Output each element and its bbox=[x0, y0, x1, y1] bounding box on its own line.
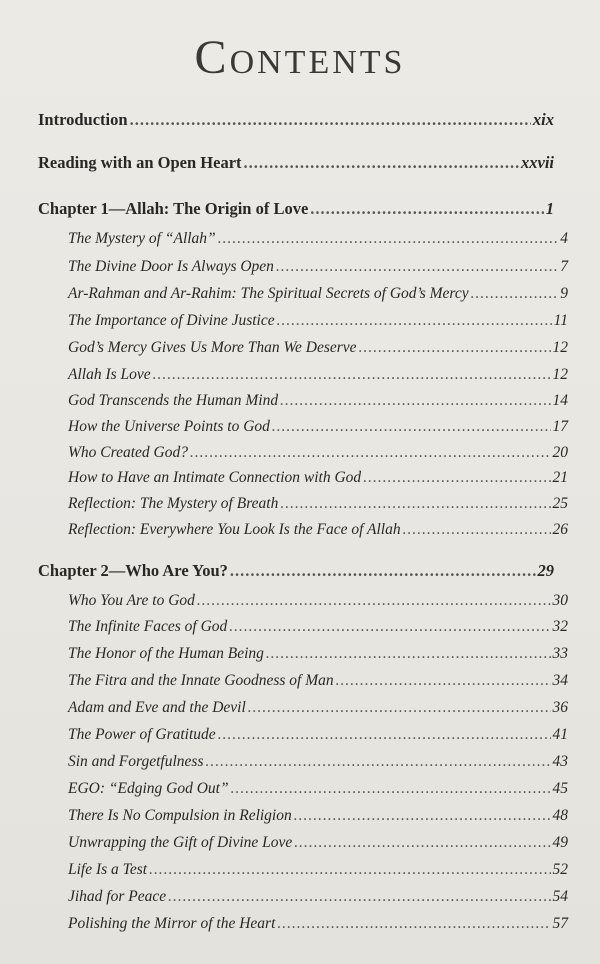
dot-leader bbox=[471, 284, 559, 304]
toc-page-number: 49 bbox=[552, 834, 568, 851]
dot-leader bbox=[363, 468, 550, 488]
toc-entry-label: EGO: “Edging God Out” bbox=[68, 780, 229, 797]
toc-page-number: 12 bbox=[552, 366, 568, 383]
toc-section-entry bbox=[68, 520, 568, 540]
dot-leader bbox=[272, 417, 551, 437]
toc-page-number: 9 bbox=[560, 285, 568, 302]
toc-section-entry bbox=[68, 417, 568, 437]
dot-leader bbox=[205, 752, 550, 772]
dot-leader bbox=[197, 591, 551, 611]
toc-page-number: xix bbox=[532, 110, 554, 129]
toc-entry-label: Introduction bbox=[38, 110, 128, 129]
toc-section-entry bbox=[68, 887, 568, 907]
toc-page-number: 7 bbox=[560, 258, 568, 275]
toc-entry-label: Chapter 1—Allah: The Origin of Love bbox=[38, 199, 309, 218]
toc-page-number: 1 bbox=[545, 199, 554, 218]
toc-entry-label: The Mystery of “Allah” bbox=[68, 230, 216, 247]
toc-page-number: 36 bbox=[552, 699, 568, 716]
toc-page-number: 30 bbox=[552, 592, 568, 609]
dot-leader bbox=[280, 494, 550, 514]
toc-page-number: 43 bbox=[552, 753, 568, 770]
toc-page-number: 45 bbox=[552, 780, 568, 797]
toc-entry-label: There Is No Compulsion in Religion bbox=[68, 807, 292, 824]
dot-leader bbox=[266, 644, 551, 664]
toc-page-number: 29 bbox=[537, 561, 554, 580]
dot-leader bbox=[248, 698, 551, 718]
dot-leader bbox=[277, 914, 550, 934]
toc-page-number: 41 bbox=[552, 726, 568, 743]
toc-chapter-entry bbox=[38, 153, 554, 173]
dot-leader bbox=[218, 725, 551, 745]
toc-section-entry bbox=[68, 468, 568, 488]
toc-section-entry bbox=[68, 833, 568, 853]
toc-entry-label: The Infinite Faces of God bbox=[68, 618, 228, 635]
toc-page-number: 11 bbox=[553, 312, 568, 329]
dot-leader bbox=[276, 257, 558, 277]
toc-entry-label: The Power of Gratitude bbox=[68, 726, 216, 743]
toc-page-number: 17 bbox=[552, 418, 568, 435]
toc-page-number: 21 bbox=[552, 469, 568, 486]
dot-leader bbox=[130, 110, 531, 130]
dot-leader bbox=[336, 671, 551, 691]
dot-leader bbox=[294, 833, 550, 853]
toc-section-entry bbox=[68, 338, 568, 358]
dot-leader bbox=[244, 153, 519, 173]
toc-page-number: 14 bbox=[552, 392, 568, 409]
dot-leader bbox=[280, 391, 550, 411]
dot-leader bbox=[294, 806, 551, 826]
toc-page-number: 33 bbox=[552, 645, 568, 662]
toc-entry-label: The Honor of the Human Being bbox=[68, 645, 264, 662]
toc-page-number: 54 bbox=[552, 888, 568, 905]
dot-leader bbox=[153, 365, 551, 385]
toc-entry-label: Chapter 2—Who Are You? bbox=[38, 561, 228, 580]
toc-section-entry bbox=[68, 860, 568, 880]
toc-section-entry bbox=[68, 391, 568, 411]
dot-leader bbox=[149, 860, 550, 880]
dot-leader bbox=[403, 520, 551, 540]
toc-entry-label: Reflection: Everywhere You Look Is the Face of Allah bbox=[68, 521, 401, 538]
toc-entry-label: Life Is a Test bbox=[68, 861, 148, 878]
toc-section-entry bbox=[68, 591, 568, 611]
toc-entry-label: God Transcends the Human Mind bbox=[68, 392, 279, 409]
toc-entry-label: Ar-Rahman and Ar-Rahim: The Spiritual Secrets of God’s Mercy bbox=[68, 285, 469, 302]
dot-leader bbox=[230, 561, 536, 581]
toc-entry-label: Reading with an Open Heart bbox=[38, 153, 242, 172]
toc-entry-label: Jihad for Peace bbox=[68, 888, 167, 905]
toc-entry-label: The Importance of Divine Justice bbox=[68, 312, 275, 329]
toc-section-entry bbox=[68, 806, 568, 826]
toc-page-number: 32 bbox=[552, 618, 568, 635]
toc-section-entry bbox=[68, 617, 568, 637]
toc-chapter-entry bbox=[38, 110, 554, 130]
toc-section-entry bbox=[68, 494, 568, 514]
toc-entry-label: The Divine Door Is Always Open bbox=[68, 258, 274, 275]
toc-entry-label: Who You Are to God bbox=[68, 592, 195, 609]
toc-section-entry bbox=[68, 725, 568, 745]
toc-entry-label: Reflection: The Mystery of Breath bbox=[68, 495, 279, 512]
toc-page-number: 52 bbox=[552, 861, 568, 878]
toc-page-number: 34 bbox=[552, 672, 568, 689]
toc-page-number: 57 bbox=[552, 915, 568, 932]
dot-leader bbox=[277, 311, 552, 331]
toc-page-number: 26 bbox=[552, 521, 568, 538]
toc-entry-label: How the Universe Points to God bbox=[68, 418, 270, 435]
toc-page-number: 4 bbox=[560, 230, 568, 247]
toc-entry-label: Sin and Forgetfulness bbox=[68, 753, 204, 770]
toc-section-entry bbox=[68, 698, 568, 718]
toc-entry-label: The Fitra and the Innate Goodness of Man bbox=[68, 672, 334, 689]
dot-leader bbox=[168, 887, 550, 907]
toc-section-entry bbox=[68, 671, 568, 691]
toc-section-entry bbox=[68, 284, 568, 304]
toc-entry-label: How to Have an Intimate Connection with God bbox=[68, 469, 362, 486]
dot-leader bbox=[229, 617, 550, 637]
toc-section-entry bbox=[68, 779, 568, 799]
toc-section-entry bbox=[68, 365, 568, 385]
toc-page-number: 12 bbox=[552, 339, 568, 356]
toc-section-entry bbox=[68, 443, 568, 463]
toc-entry-label: Unwrapping the Gift of Divine Love bbox=[68, 834, 293, 851]
toc-entry-label: Allah Is Love bbox=[68, 366, 151, 383]
dot-leader bbox=[231, 779, 551, 799]
toc-chapter-entry bbox=[38, 199, 554, 219]
toc-page-number: 20 bbox=[552, 444, 568, 461]
toc-section-entry bbox=[68, 914, 568, 934]
page-title: Contents bbox=[194, 31, 406, 84]
toc-entry-label: Who Created God? bbox=[68, 444, 188, 461]
toc-section-entry bbox=[68, 752, 568, 772]
dot-leader bbox=[190, 443, 551, 463]
toc-section-entry bbox=[68, 311, 568, 331]
toc-entry-label: God’s Mercy Gives Us More Than We Deserve bbox=[68, 339, 357, 356]
toc-section-entry bbox=[68, 644, 568, 664]
toc-section-entry bbox=[68, 229, 568, 249]
toc-entry-label: Adam and Eve and the Devil bbox=[68, 699, 246, 716]
toc-chapter-entry bbox=[38, 561, 554, 581]
toc-page-number: 48 bbox=[552, 807, 568, 824]
toc-entry-label: Polishing the Mirror of the Heart bbox=[68, 915, 276, 932]
dot-leader bbox=[218, 229, 559, 249]
dot-leader bbox=[310, 199, 543, 219]
dot-leader bbox=[359, 338, 551, 358]
toc-page-number: xxvii bbox=[521, 153, 554, 172]
toc-page-number: 25 bbox=[552, 495, 568, 512]
toc-section-entry bbox=[68, 257, 568, 277]
